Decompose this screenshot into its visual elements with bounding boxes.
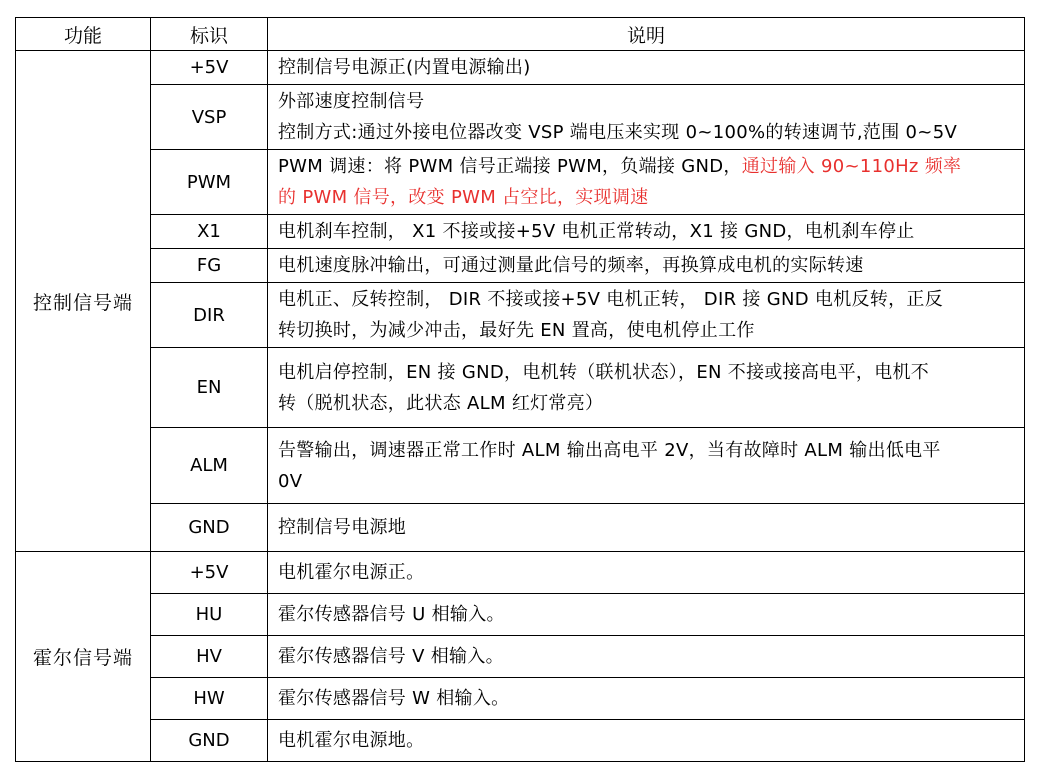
row-desc (268, 150, 1025, 215)
row-desc: 霍尔传感器信号 V 相输入。 (268, 636, 1025, 678)
table-row (16, 51, 1025, 85)
table-row (16, 678, 1025, 720)
row-desc (268, 348, 1025, 428)
row-desc: 控制信号电源正(内置电源输出) (268, 51, 1025, 85)
table-row (16, 150, 1025, 215)
row-id: HW (151, 678, 268, 720)
row-id: +5V (151, 51, 268, 85)
desc-highlight: 的 PWM 信号，改变 PWM 占空比，实现调速 (278, 187, 649, 208)
row-id: EN (151, 348, 268, 428)
desc-line: 外部速度控制信号 (278, 91, 425, 112)
desc-line: 电机启停控制，EN 接 GND，电机转（联机状态），EN 不接或接高电平，电机不 (278, 361, 930, 383)
header-function: 功能 (16, 18, 151, 51)
desc-line: 转（脱机状态，此状态 ALM 红灯常亮） (278, 392, 604, 414)
row-desc: 电机霍尔电源地。 (268, 720, 1025, 762)
row-desc (268, 283, 1025, 348)
table-header-row (16, 18, 1025, 51)
table-row (16, 283, 1025, 348)
desc-line: 告警输出，调速器正常工作时 ALM 输出高电平 2V，当有故障时 ALM 输出低电平 (278, 439, 941, 461)
row-desc: 电机霍尔电源正。 (268, 552, 1025, 594)
table-row (16, 249, 1025, 283)
header-description: 说明 (268, 18, 1025, 51)
row-id: DIR (151, 283, 268, 348)
desc-line: 电机正、反转控制， DIR 不接或接+5V 电机正转， DIR 接 GND 电机反转，正反 (278, 289, 944, 310)
table-row (16, 636, 1025, 678)
group-control-signal: 控制信号端 (16, 51, 151, 552)
row-id: HV (151, 636, 268, 678)
table-row (16, 552, 1025, 594)
row-desc (268, 85, 1025, 150)
row-desc: 控制信号电源地 (268, 504, 1025, 552)
desc-line: 转切换时，为减少冲击，最好先 EN 置高，使电机停止工作 (278, 320, 755, 341)
desc-line: 控制方式:通过外接电位器改变 VSP 端电压来实现 0~100%的转速调节,范围 0~5V (278, 122, 958, 143)
row-id: ALM (151, 428, 268, 504)
desc-text: PWM 调速：将 PWM 信号正端接 PWM，负端接 GND， (278, 156, 742, 177)
signal-spec-table (15, 17, 1025, 762)
row-id: PWM (151, 150, 268, 215)
row-id: X1 (151, 215, 268, 249)
desc-line: 0V (278, 470, 303, 492)
row-desc: 电机速度脉冲输出，可通过测量此信号的频率，再换算成电机的实际转速 (268, 249, 1025, 283)
table-row (16, 504, 1025, 552)
row-id: HU (151, 594, 268, 636)
row-desc (268, 428, 1025, 504)
desc-highlight: 通过输入 90~110Hz 频率 (741, 156, 962, 177)
row-desc: 霍尔传感器信号 U 相输入。 (268, 594, 1025, 636)
desc-line (278, 151, 1016, 182)
group-hall-signal: 霍尔信号端 (16, 552, 151, 762)
table-row (16, 85, 1025, 150)
header-identifier: 标识 (151, 18, 268, 51)
table-row (16, 348, 1025, 428)
table-row (16, 428, 1025, 504)
row-id: VSP (151, 85, 268, 150)
row-id: GND (151, 504, 268, 552)
row-id: +5V (151, 552, 268, 594)
row-desc: 霍尔传感器信号 W 相输入。 (268, 678, 1025, 720)
row-desc: 电机刹车控制， X1 不接或接+5V 电机正常转动，X1 接 GND，电机刹车停止 (268, 215, 1025, 249)
table-row (16, 594, 1025, 636)
table-row (16, 215, 1025, 249)
row-id: FG (151, 249, 268, 283)
table-row (16, 720, 1025, 762)
row-id: GND (151, 720, 268, 762)
